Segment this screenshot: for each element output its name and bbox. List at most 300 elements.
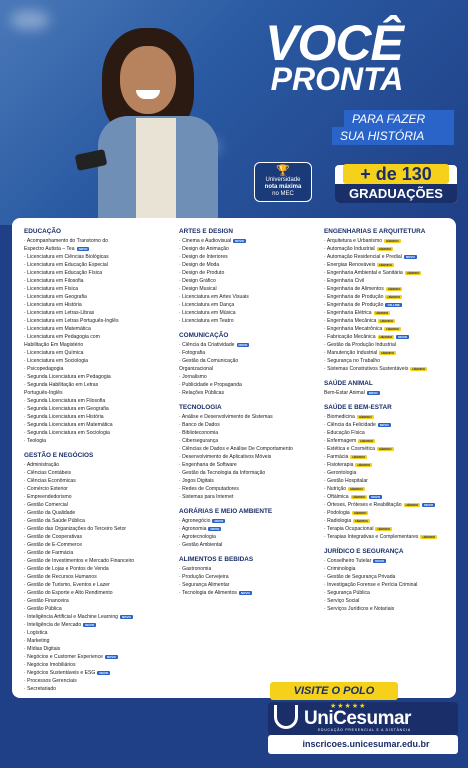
section-educacao	[24, 228, 169, 445]
course-item	[324, 389, 452, 397]
new-badge: NOVO	[99, 670, 109, 675]
course-list	[324, 557, 452, 613]
course-item	[324, 309, 452, 317]
section-title: EDUCAÇÃO	[24, 228, 61, 235]
course-item	[179, 269, 319, 277]
course-item	[324, 261, 452, 269]
hybrid-badge: HÍBRIDO	[386, 238, 399, 243]
course-name: · Nutrição	[324, 486, 347, 492]
course-name: · Gestão Hospitalar	[324, 478, 368, 484]
course-item	[179, 381, 319, 389]
course-item	[324, 301, 452, 309]
course-name: · Gestão de Recursos Humanos	[24, 574, 97, 580]
course-name: · Licenciatura em Artes Visuais	[179, 294, 249, 300]
course-item	[24, 581, 169, 589]
course-item	[179, 565, 319, 573]
course-name: · Administração	[24, 462, 60, 468]
course-name: · Gestão Financeira	[24, 598, 69, 604]
course-name: · Gestão de Lojas e Pontos de Venda	[24, 566, 109, 572]
course-list	[179, 237, 319, 325]
course-item	[24, 317, 169, 325]
new-badge: NOVO	[375, 558, 385, 563]
course-name: · Cinema e Audiovisual	[179, 238, 232, 244]
course-name: · Ciência da Criatividade	[179, 342, 235, 348]
course-name: · Teologia	[24, 438, 46, 444]
course-name: · Engenharia Civil	[324, 278, 365, 284]
hybrid-badge: HÍBRIDO	[412, 366, 426, 371]
course-name: · Licenciatura em Dança	[179, 302, 235, 308]
course-name: · Design de Animação	[179, 246, 229, 252]
course-list	[324, 237, 452, 373]
hybrid-badge: HÍBRIDO	[406, 270, 420, 275]
course-item	[24, 421, 169, 429]
course-item	[179, 477, 319, 485]
course-item	[24, 533, 169, 541]
course-name: · Gestão das Organizações do Terceiro Setor	[24, 526, 127, 532]
section-title: ENGENHARIAS E ARQUITETURA	[324, 228, 426, 235]
course-item	[179, 461, 319, 469]
course-name: · Publicidade e Propaganda	[179, 382, 242, 388]
course-name: · Inteligência de Mercado	[24, 622, 82, 628]
course-item	[24, 501, 169, 509]
course-item	[179, 589, 319, 597]
course-name: · Secretariado	[24, 686, 56, 692]
new-badge: NOVO	[78, 246, 88, 251]
course-name: · Marketing	[24, 638, 50, 644]
course-name: · Licenciatura em História	[24, 302, 82, 308]
course-item	[24, 429, 169, 437]
new-badge: NOVO	[424, 502, 434, 507]
course-item	[179, 317, 319, 325]
course-name: · Segunda Licenciatura em Pedagogia	[24, 374, 111, 380]
course-item	[324, 333, 452, 341]
course-item	[324, 269, 452, 277]
new-badge: NOVO	[368, 390, 378, 395]
course-item	[24, 333, 169, 341]
course-name: · Jogos Digitais	[179, 478, 214, 484]
hybrid-badge: HÍBRIDO	[358, 414, 372, 419]
course-item	[324, 469, 452, 477]
course-name: · Negócios e Customer Experience	[24, 654, 103, 660]
tagline-1: PARA FAZER	[344, 110, 454, 128]
course-item	[324, 493, 452, 501]
course-name: · Biomedicina	[324, 414, 355, 420]
course-name: · Cibersegurança	[179, 438, 219, 444]
new-badge: NOVO	[405, 254, 415, 259]
course-name: · Negócios Sustentáveis e ESG	[24, 670, 96, 676]
course-list	[324, 389, 452, 397]
course-name: · Gestão da Comunicação	[179, 358, 239, 364]
course-item	[24, 597, 169, 605]
course-name: · Segunda Licenciatura em Filosofia	[24, 398, 106, 404]
course-item	[179, 469, 319, 477]
course-name: · Ciências Contábeis	[24, 470, 71, 476]
course-item	[24, 509, 169, 517]
hybrid-badge: HÍBRIDO	[353, 510, 367, 515]
course-name: · Design de Produto	[179, 270, 225, 276]
course-item	[324, 317, 452, 325]
course-name: · Licenciatura em Pedagogia com	[24, 334, 100, 340]
course-name: · Criminologia	[324, 566, 356, 572]
student-face	[120, 46, 176, 114]
course-item	[24, 253, 169, 261]
section-alimentos-e-bebidas	[179, 556, 319, 597]
course-item	[24, 461, 169, 469]
course-item	[24, 293, 169, 301]
course-item	[179, 245, 319, 253]
course-item	[24, 493, 169, 501]
brand-subtitle: EDUCAÇÃO PRESENCIAL E A DISTÂNCIA	[318, 728, 411, 732]
course-name: · Gestão da Tecnologia da Informação	[179, 470, 266, 476]
course-item	[24, 549, 169, 557]
new-badge: NOVO	[371, 494, 381, 499]
course-name: · Análise e Desenvolvimento de Sistemas	[179, 414, 273, 420]
course-item	[24, 357, 169, 365]
course-name: · Processos Gerenciais	[24, 678, 77, 684]
course-name: · Terapia Ocupacional	[324, 526, 374, 532]
course-name: · Engenharia Mecatrônica	[324, 326, 383, 332]
course-item	[24, 405, 169, 413]
course-name: · Produção Cervejeira	[179, 574, 229, 580]
brand-name: UniCesumar	[304, 708, 411, 729]
section-engenharias-e-arquitetura	[324, 228, 452, 373]
hybrid-badge: HÍBRIDO	[405, 502, 419, 507]
course-item	[24, 637, 169, 645]
hybrid-badge: HÍBRIDO	[378, 246, 392, 251]
course-name: · Licenciatura em Letras-Libras	[24, 310, 95, 316]
course-item	[324, 581, 452, 589]
course-item	[324, 517, 452, 525]
course-item	[24, 661, 169, 669]
course-name: · Licenciatura em Filosofia	[24, 278, 84, 284]
course-list	[179, 413, 319, 501]
course-item	[324, 357, 452, 365]
section-comunicacao	[179, 332, 319, 397]
course-name: Organizacional	[179, 366, 213, 372]
course-name: · Licenciatura em Teatro	[179, 318, 234, 324]
course-name: · Fotografia	[179, 350, 206, 356]
course-item	[24, 365, 169, 373]
course-item	[179, 429, 319, 437]
section-title: TECNOLOGIA	[179, 404, 222, 411]
course-name: · Gastronomia	[179, 566, 212, 572]
course-item	[24, 341, 169, 349]
section-saude-e-bem-estar	[324, 404, 452, 541]
course-name: · Segunda Licenciatura em Sociologia	[24, 430, 110, 436]
course-item	[324, 485, 452, 493]
course-item	[324, 237, 452, 245]
course-name: · Licenciatura em Música	[179, 310, 236, 316]
course-item	[324, 437, 452, 445]
course-item	[179, 373, 319, 381]
course-item	[24, 541, 169, 549]
course-item	[179, 341, 319, 349]
new-badge: NOVO	[107, 654, 116, 659]
course-name: · Relações Públicas	[179, 390, 225, 396]
course-item	[324, 509, 452, 517]
course-name: Habilitação Em Magistério	[24, 342, 84, 348]
course-item	[24, 437, 169, 445]
course-item	[324, 533, 452, 541]
course-list	[179, 517, 319, 549]
course-name: · Licenciatura em Geografia	[24, 294, 87, 300]
course-item	[179, 349, 319, 357]
hybrid-badge: HÍBRIDO	[360, 438, 373, 443]
course-item	[324, 421, 452, 429]
course-name: · Jornalismo	[179, 374, 207, 380]
course-item	[324, 349, 452, 357]
course-name: · Órteses, Próteses e Reabilitação	[324, 502, 402, 508]
course-name: · Serviço Social	[324, 598, 360, 604]
student-shirt	[136, 118, 176, 225]
signup-link[interactable]: inscricoes.unicesumar.edu.br	[302, 739, 430, 749]
course-name: · Engenharia de Software	[179, 462, 237, 468]
course-name: · Design Gráfico	[179, 278, 216, 284]
section-juridico-e-seguranca	[324, 548, 452, 613]
course-name: · Segurança Pública	[324, 590, 370, 596]
course-item	[324, 285, 452, 293]
course-item	[179, 437, 319, 445]
course-name: · Segunda Licenciatura em Matemática	[24, 422, 113, 428]
course-item	[24, 573, 169, 581]
new-badge: NOVO	[235, 238, 244, 243]
course-item	[179, 357, 319, 365]
course-item	[24, 237, 169, 245]
course-column-1	[24, 228, 169, 700]
course-name: · Engenharia de Produção	[324, 302, 384, 308]
new-badge: NOVO	[238, 342, 248, 347]
course-name: · Investigação Forense e Perícia Criminal	[324, 582, 418, 588]
course-item	[324, 365, 452, 373]
course-list	[24, 461, 169, 693]
course-item	[24, 261, 169, 269]
mec-badge	[254, 162, 312, 202]
course-item	[24, 485, 169, 493]
course-item	[24, 309, 169, 317]
course-name: · Engenharia Mecânica	[324, 318, 377, 324]
course-item	[24, 373, 169, 381]
course-name: · Negócios Imobiliários	[24, 662, 76, 668]
course-name: · Tecnologia de Alimentos	[179, 590, 237, 596]
course-name: · Gestão de Cooperativas	[24, 534, 83, 540]
new-badge: NOVO	[379, 422, 389, 427]
availability-note: *consulte disponibilidade dos cursos em sua cidade.	[446, 392, 452, 508]
course-name: Bem-Estar Animal	[324, 390, 365, 396]
course-name: · Arquitetura e Urbanismo	[324, 238, 383, 244]
graduation-count	[335, 165, 457, 203]
course-name: · Gestão de Farmácia	[24, 550, 74, 556]
course-item	[179, 581, 319, 589]
course-name: · Agronomia	[179, 526, 207, 532]
section-title: JURÍDICO E SEGURANÇA	[324, 548, 404, 555]
unicesumar-logo	[268, 702, 458, 735]
course-name: · Gestão Comercial	[24, 502, 68, 508]
course-item	[24, 621, 169, 629]
course-item	[324, 565, 452, 573]
course-item	[24, 397, 169, 405]
course-name: · Segunda Licenciatura em História	[24, 414, 104, 420]
course-name: · Desenvolvimento de Aplicativos Móveis	[179, 454, 272, 460]
hybrid-badge: HÍBRIDO	[352, 454, 366, 459]
section-title: AGRÁRIAS E MEIO AMBIENTE	[179, 508, 273, 515]
course-item	[324, 277, 452, 285]
course-item	[24, 565, 169, 573]
course-item	[24, 677, 169, 685]
count-number: + de 130	[343, 164, 449, 184]
course-name: · Gestão da Qualidade	[24, 510, 76, 516]
course-item	[324, 605, 452, 613]
course-list	[324, 413, 452, 541]
course-item	[24, 469, 169, 477]
hybrid-badge: HÍBRIDO	[350, 486, 363, 491]
course-item	[324, 597, 452, 605]
badge-line2: nota máxima	[264, 184, 302, 190]
course-item	[324, 453, 452, 461]
course-name: · Automação Residencial e Predial	[324, 254, 402, 260]
section-saude-animal	[324, 380, 452, 397]
course-name: · Engenharia de Produção	[324, 294, 384, 300]
course-name: · Serviços Jurídicos e Notariais	[324, 606, 395, 612]
course-name: · Oftálmica	[324, 494, 349, 500]
course-name: · Acompanhamento do Transtorno do	[24, 238, 109, 244]
course-name: · Inteligência Artificial e Machine Learning	[24, 614, 119, 620]
online-badge: ON-LINE	[387, 302, 400, 307]
section-title: ALIMENTOS E BEBIDAS	[179, 556, 254, 563]
tagline-2: SUA HISTÓRIA	[332, 127, 454, 145]
new-badge: NOVO	[240, 590, 250, 595]
hybrid-badge: HÍBRIDO	[379, 334, 393, 339]
course-name: · Ciências de Dados e Análise De Comportamento	[179, 446, 293, 452]
course-name: · Licenciatura em Letras Português-Inglês	[24, 318, 119, 324]
hybrid-badge: HÍBRIDO	[387, 286, 401, 291]
course-item	[24, 605, 169, 613]
course-item	[179, 277, 319, 285]
course-item	[24, 589, 169, 597]
course-item	[324, 477, 452, 485]
new-badge: NOVO	[85, 622, 95, 627]
course-name: · Educação Física	[324, 430, 365, 436]
course-item	[24, 245, 169, 253]
course-item	[324, 293, 452, 301]
new-badge: NOVO	[210, 526, 220, 531]
hybrid-badge: HÍBRIDO	[352, 494, 366, 499]
course-item	[324, 341, 452, 349]
course-item	[324, 461, 452, 469]
course-item	[24, 645, 169, 653]
course-name: · Gestão Pública	[24, 606, 62, 612]
course-name: · Segunda Licenciatura em Geografia	[24, 406, 109, 412]
course-item	[179, 309, 319, 317]
section-title: GESTÃO E NEGÓCIOS	[24, 452, 94, 459]
section-title: ARTES E DESIGN	[179, 228, 233, 235]
course-name: · Mídias Digitais	[24, 646, 61, 652]
course-name: · Licenciatura em Educação Especial	[24, 262, 108, 268]
hybrid-badge: HÍBRIDO	[355, 518, 368, 523]
course-item	[24, 685, 169, 693]
course-name: · Design Musical	[179, 286, 217, 292]
course-name: · Licenciatura em Educação Física	[24, 270, 103, 276]
course-name: · Psicopedagogia	[24, 366, 64, 372]
section-title: SAÚDE ANIMAL	[324, 380, 373, 387]
visit-polo-button[interactable]: VISITE O POLO	[270, 682, 398, 700]
course-name: · Engenharia de Alimentos	[324, 286, 384, 292]
course-name: · Gestão Ambiental	[179, 542, 223, 548]
course-column-3	[324, 228, 452, 620]
course-item	[179, 525, 319, 533]
hybrid-badge: HÍBRIDO	[381, 350, 394, 355]
new-badge: NOVO	[122, 614, 131, 619]
course-item	[179, 253, 319, 261]
headline-line1: VOCÊ	[265, 15, 403, 71]
course-name: · Licenciatura em Matemática	[24, 326, 91, 332]
course-item	[24, 477, 169, 485]
course-item	[179, 541, 319, 549]
course-name: · Licenciatura em Química	[24, 350, 84, 356]
hybrid-badge: HÍBRIDO	[380, 318, 394, 323]
course-item	[179, 453, 319, 461]
course-item	[179, 261, 319, 269]
course-name: · Segurança no Trabalho	[324, 358, 381, 364]
course-name: · Farmácia	[324, 454, 349, 460]
course-name: · Gestão de Investimentos e Mercado Financeiro	[24, 558, 135, 564]
trophy-icon: 🏆	[276, 165, 290, 177]
course-name: Português-Inglês	[24, 390, 63, 396]
course-name: · Empreendedorismo	[24, 494, 72, 500]
course-item	[179, 365, 319, 373]
course-item	[179, 493, 319, 501]
course-name: · Estética e Cosmética	[324, 446, 375, 452]
course-item	[324, 253, 452, 261]
course-name: · Enfermagem	[324, 438, 357, 444]
new-badge: NOVO	[398, 334, 408, 339]
section-artes-e-design	[179, 228, 319, 325]
course-name: · Engenharia Elétrica	[324, 310, 372, 316]
course-name: · Gestão de Segurança Privada	[324, 574, 396, 580]
course-item	[324, 573, 452, 581]
course-name: Espectro Autista – Tea	[24, 246, 75, 252]
course-name: · Podologia	[324, 510, 350, 516]
course-item	[179, 293, 319, 301]
hybrid-badge: HÍBRIDO	[379, 262, 392, 267]
course-name: · Segunda Habilitação em Letras	[24, 382, 99, 388]
course-name: · Engenharia Ambiental e Sanitária	[324, 270, 403, 276]
course-name: · Design de Moda	[179, 262, 220, 268]
course-item	[324, 557, 452, 565]
course-name: · Gestão da Saúde Pública	[24, 518, 85, 524]
course-item	[24, 669, 169, 677]
course-item	[179, 285, 319, 293]
course-name: · Gestão da Produção Industrial	[324, 342, 396, 348]
course-name: · Gestão de E-Commerce	[24, 542, 83, 548]
course-item	[179, 517, 319, 525]
course-item	[24, 557, 169, 565]
course-item	[179, 533, 319, 541]
course-name: · Gestão de Turismo, Eventos e Lazer	[24, 582, 110, 588]
course-name: · Fisioterapia	[324, 462, 354, 468]
course-item	[24, 413, 169, 421]
course-name: · Logística	[24, 630, 48, 636]
course-name: · Biblioteconomia	[179, 430, 219, 436]
hybrid-badge: HÍBRIDO	[375, 310, 389, 315]
course-name: · Comércio Exterior	[24, 486, 68, 492]
course-name: · Licenciatura em Física	[24, 286, 79, 292]
course-list	[24, 237, 169, 445]
hybrid-badge: HÍBRIDO	[377, 526, 391, 531]
course-name: · Fabricação Mecânica	[324, 334, 376, 340]
course-item	[24, 629, 169, 637]
course-item	[24, 613, 169, 621]
section-title: SAÚDE E BEM-ESTAR	[324, 404, 392, 411]
